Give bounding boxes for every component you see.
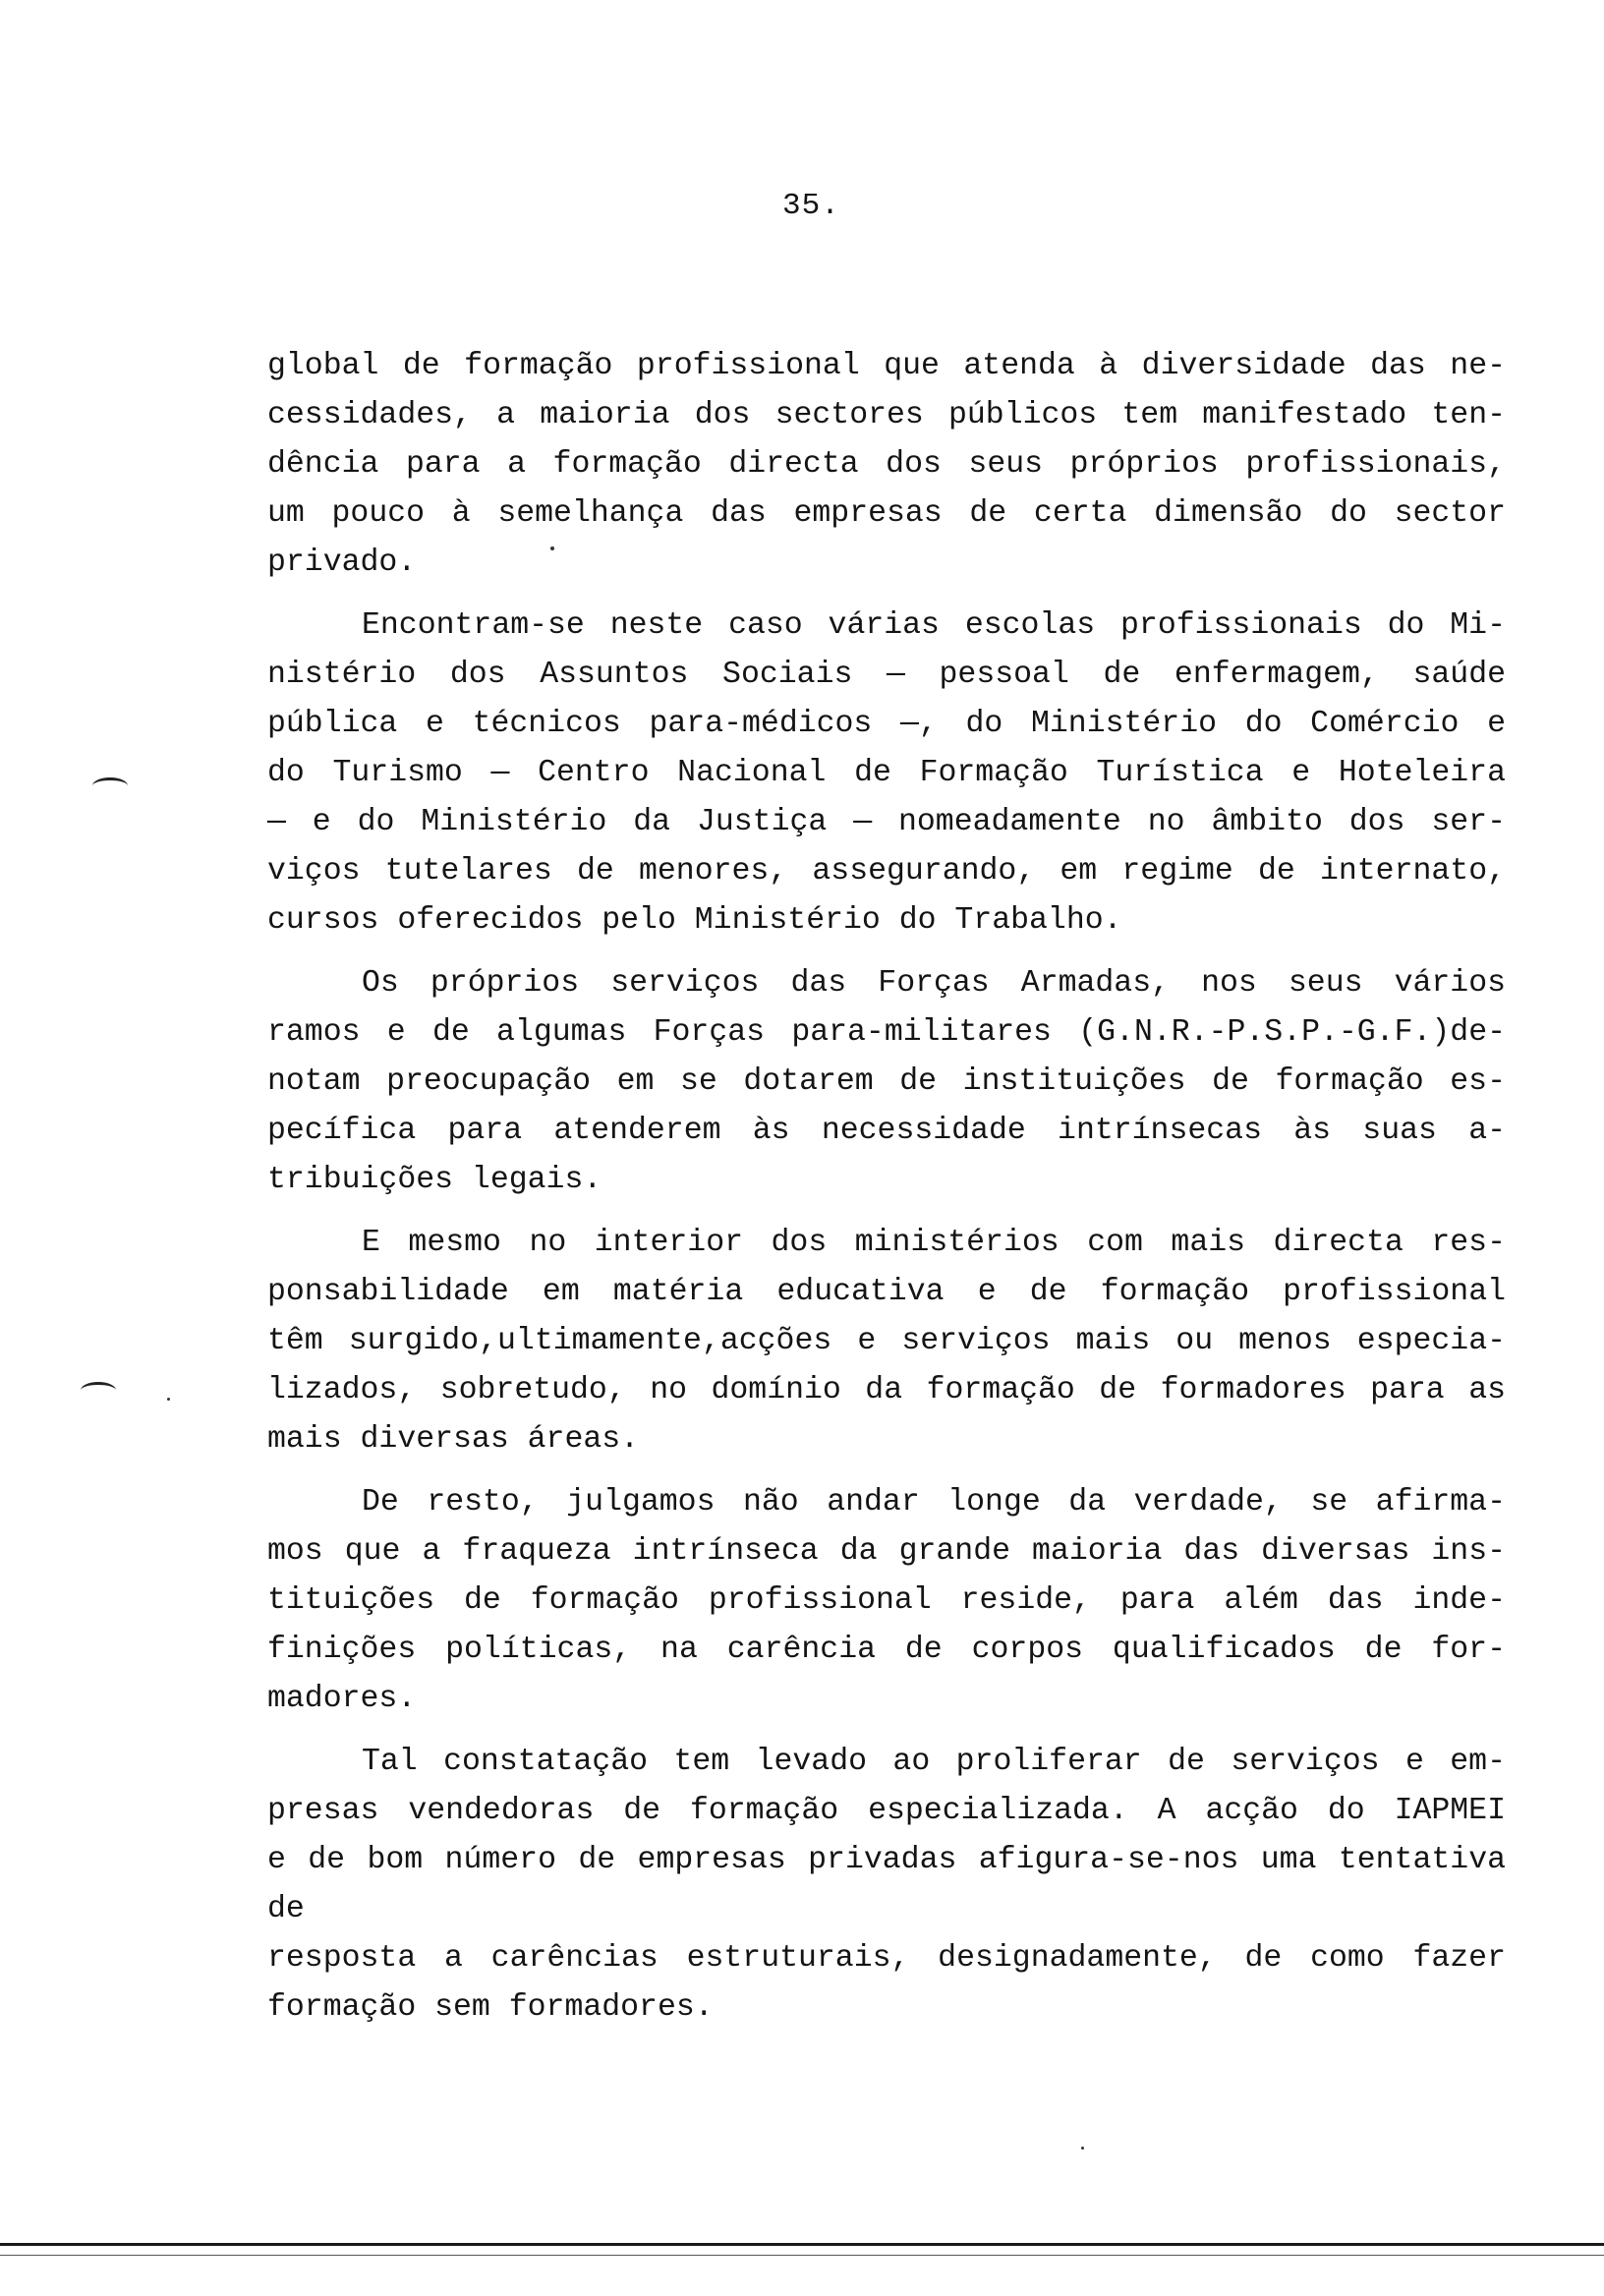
paragraph-3 <box>267 959 1506 1205</box>
page-number: 35. <box>782 189 840 223</box>
text-line: pública e técnicos para-médicos —, do Ministério do Comércio e <box>267 707 1506 741</box>
text-line: notam preocupação em se dotarem de instituições de formação es- <box>267 1064 1506 1099</box>
text-line: — e do Ministério da Justiça — nomeadamente no âmbito dos ser- <box>267 805 1506 839</box>
text-line: mos que a fraqueza intrínseca da grande maioria das diversas ins- <box>267 1534 1506 1569</box>
text-line: formação sem formadores. <box>267 1990 714 2025</box>
paragraph-1 <box>267 342 1506 588</box>
scan-speck <box>167 1398 170 1401</box>
text-line: De resto, julgamos não andar longe da verdade, se afirma- <box>362 1485 1506 1520</box>
text-line: mais diversas áreas. <box>267 1422 640 1457</box>
text-line: cursos oferecidos pelo Ministério do Trabalho. <box>267 903 1122 938</box>
body-text <box>267 342 1506 2046</box>
paragraph-2 <box>267 602 1506 946</box>
text-line: resposta a carências estruturais, designadamente, de como fazer <box>267 1941 1506 1976</box>
text-line: E mesmo no interior dos ministérios com mais directa res- <box>362 1226 1506 1260</box>
text-line: presas vendedoras de formação especializada. A acção do IAPMEI <box>267 1794 1506 1828</box>
text-line: Tal constatação tem levado ao proliferar de serviços e em- <box>362 1745 1506 1779</box>
text-line: cessidades, a maioria dos sectores públicos tem manifestado ten- <box>267 398 1506 432</box>
paragraph-5 <box>267 1478 1506 1724</box>
text-line: ponsabilidade em matéria educativa e de formação profissional <box>267 1275 1506 1309</box>
text-line: tribuições legais. <box>267 1163 602 1197</box>
text-line: e de bom número de empresas privadas afigura-se-nos uma tentativa de <box>267 1843 1506 1926</box>
text-line: um pouco à semelhança das empresas de certa dimensão do sector <box>267 496 1506 531</box>
text-line: tituições de formação profissional reside, para além das inde- <box>267 1583 1506 1618</box>
paragraph-6 <box>267 1738 1506 2033</box>
bottom-rule <box>0 2255 1604 2256</box>
text-line: Os próprios serviços das Forças Armadas, nos seus vários <box>362 966 1506 1001</box>
text-line: pecífica para atenderem às necessidade intrínsecas às suas a- <box>267 1114 1506 1148</box>
scan-speck <box>550 546 554 550</box>
text-line: ramos e de algumas Forças para-militares (G.N.R.-P.S.P.-G.F.)de- <box>267 1015 1506 1050</box>
text-line: dência para a formação directa dos seus próprios profissionais, <box>267 447 1506 482</box>
text-line: Encontram-se neste caso várias escolas profissionais do Mi- <box>362 608 1506 643</box>
text-line: nistério dos Assuntos Sociais — pessoal de enfermagem, saúde <box>267 658 1506 692</box>
text-line: têm surgido,ultimamente,acções e serviços mais ou menos especia- <box>267 1324 1506 1358</box>
text-line: lizados, sobretudo, no domínio da formação de formadores para as <box>267 1373 1506 1407</box>
text-line: global de formação profissional que atenda à diversidade das ne- <box>267 349 1506 383</box>
paragraph-4 <box>267 1219 1506 1464</box>
text-line: do Turismo — Centro Nacional de Formação Turística e Hoteleira <box>267 756 1506 790</box>
margin-mark <box>81 1382 116 1399</box>
text-line: madores. <box>267 1682 417 1716</box>
text-line: viços tutelares de menores, assegurando, em regime de internato, <box>267 854 1506 889</box>
bottom-rule <box>0 2243 1604 2246</box>
margin-mark <box>92 777 128 794</box>
scan-speck <box>1081 2147 1084 2150</box>
text-line: privado. <box>267 545 417 580</box>
text-line: finições políticas, na carência de corpos qualificados de for- <box>267 1633 1506 1667</box>
